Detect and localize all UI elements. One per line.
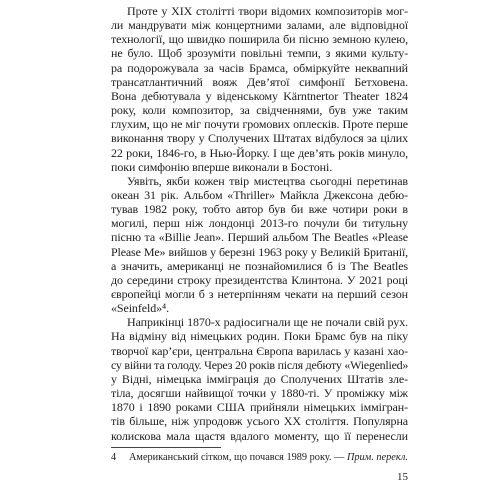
text-line: трансатлантичний вояж Дев’ятої симфонії Бетховена. [111, 74, 408, 89]
text-line: На відміну від німецьких родин. Поки Брамс був на піку [111, 329, 408, 344]
text-line: року, коли композитор, за свідченнями, був уже таким [111, 103, 408, 118]
body-text [111, 4, 408, 444]
text-line: «Seinfeld»⁴. [111, 301, 169, 316]
text-line: поки симфонію вперше виконали в Бостоні. [111, 159, 333, 174]
text-line: тів більше, ніж упродовж усього XX століття. Популярна [111, 414, 408, 429]
text-line: ли мандрувати між концертними залами, але відповідної [111, 18, 408, 33]
text-line: творчої кар’єри, центральна Європа варилась у казані хао- [111, 343, 408, 358]
text-line: у Відні, німецька імміграція до Сполучених Штатів зле- [111, 371, 408, 386]
text-line: глухим, що не міг почути громових оплесків. Проте перше [111, 117, 408, 132]
footnote-translator-note: Прим. перекл. [346, 452, 408, 463]
text-line: виконання твору у Сполучених Штатах відбулося за цілих [111, 131, 408, 146]
text-line: Please Me» вийшов у березні 1963 року у Великій Британії, [111, 244, 408, 259]
text-line: Вона дебютувала у віденському Kärntnertor Theater 1824 [111, 88, 408, 103]
text-line: а значить, американці не познайомилися б із The Beatles [111, 258, 408, 273]
text-line: Проте у XIX столітті твори відомих композиторів мог- [127, 4, 408, 18]
text-line: океан 31 рік. Альбом «Thriller» Майкла Джексона дебю- [111, 187, 408, 202]
footnote-divider [111, 447, 221, 448]
text-line: тіла, досягши найвищої точки у 1880-ті. У проміжку між [111, 386, 408, 401]
footnote [111, 451, 408, 464]
text-line: європейці могли б з нетерпінням чекати на перший сезон [111, 287, 408, 301]
text-line: колискова мала щастя вдалого моменту, що її перенесли [111, 428, 408, 443]
text-line: технології, що швидко поширила би пісню земною кулею, [111, 32, 408, 47]
text-line: не було. Щоб зрозуміти повільні темпи, з якими культу- [111, 46, 408, 61]
text-line: тував 1982 року, тобто автор був би вже чотири роки в [111, 202, 408, 217]
text-line: могилі, перш ніж лондонці 2013-го почули би титульну [111, 216, 408, 231]
text-line: до середини строку президентства Клинтона. У 2021 році [111, 272, 408, 287]
text-line: ра подорожувала за часів Брамса, обміркуйте неквапний [111, 60, 408, 75]
text-line: 22 роки, 1846-го, в Нью-Йорку. І ще дев’ять років минуло, [111, 145, 408, 160]
text-line: Наприкінці 1870-х радіосигнали ще не почали свій рух. [127, 315, 408, 330]
page-number: 15 [397, 471, 408, 483]
text-line: 1870 і 1890 роками США прийняли німецьких іммігран- [111, 400, 408, 415]
footnote-text: Американський сітком, що почався 1989 року. — [129, 452, 345, 463]
text-line: пісню та «Billie Jean». Перший альбом The Beatles «Please [111, 230, 408, 245]
text-line: су війни та голоду. Через 20 років після дебюту «Wiegenlied» [111, 357, 409, 372]
text-line: Уявіть, якби кожен твір мистецтва сьогодні перетинав [127, 173, 408, 188]
footnote-marker: 4 [111, 452, 117, 463]
